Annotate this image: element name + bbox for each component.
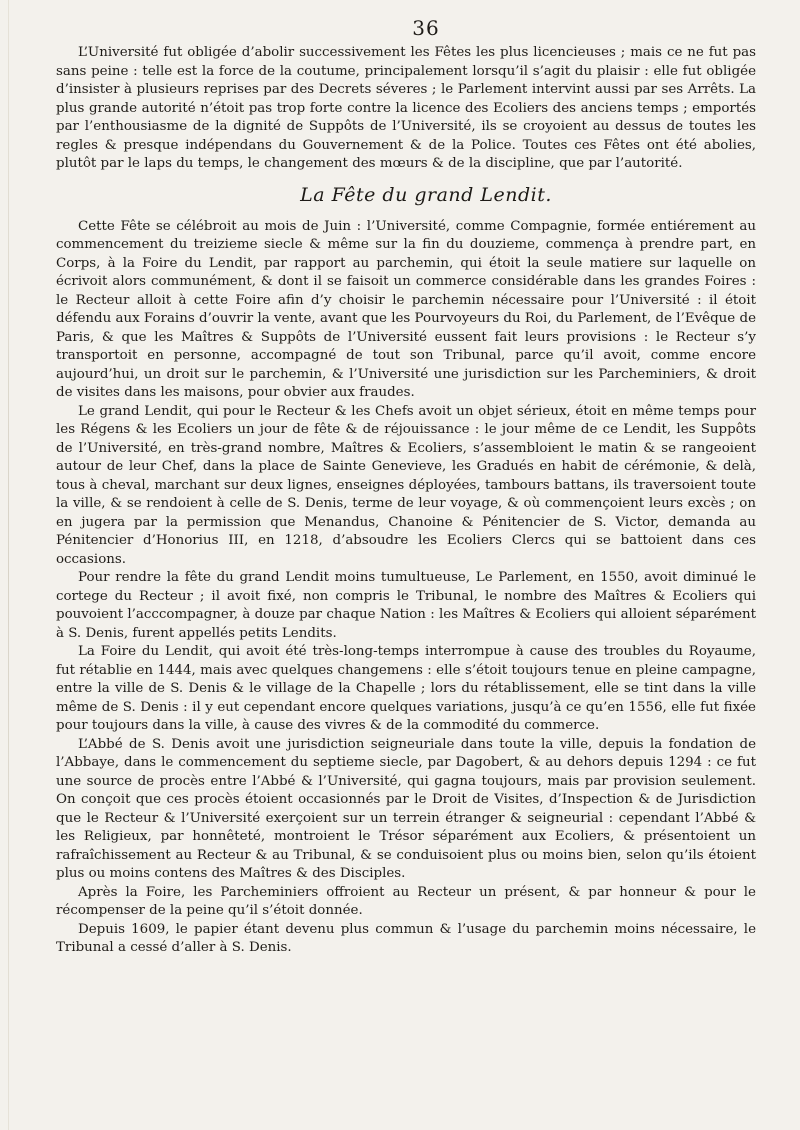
body-paragraph: Pour rendre la fête du grand Lendit moins tumultueuse, Le Parlement, en 1550, avoit diminué le cortege du Recteur ; il avoit fixé, non compris le Tribunal, le nombre des Maîtres & Ecoliers qui pouvoient l’acccompagner, à douze par chaque Nation : les Maîtres & Ecoliers qui alloient séparément à S. Denis, furent appellés petits Lendits. (56, 570, 756, 641)
body-paragraph: Depuis 1609, le papier étant devenu plus commun & l’usage du parchemin moins nécessaire, le Tribunal a cessé d’aller à S. Denis. (56, 921, 756, 955)
body-paragraph: Après la Foire, les Parcheminiers offroient au Recteur un présent, & par honneur & pour le récompenser de la peine qu’il s’étoit donnée. (56, 884, 756, 918)
page-number: 36 (412, 16, 440, 40)
body-paragraph: Le grand Lendit, qui pour le Recteur & les Chefs avoit un objet sérieux, étoit en même temps pour les Régens & les Ecoliers un jour de fête & de réjouissance : le jour même de ce Lendit, les Suppôts de l’Université, en très-grand nombre, Maîtres & Ecoliers, s’assembloient le matin & se rangeoient autour de leur Chef, dans la place de Sainte Genevieve, les Gradués en habit de cérémonie, & delà, tous à cheval, marchant sur deux lignes, enseignes déployées, tambours battans, ils traversoient toute la ville, & se rendoient à celle de S. Denis, terme de leur voyage, & où commençoient leurs excès ; on en jugera par la permission que Menandus, Chanoine & Pénitencier de S. Victor, demanda au Pénitencier d’Honorius III, en 1218, d’absoudre les Ecoliers Clercs qui se battoient dans ces occasions. (56, 403, 756, 567)
page-gutter (8, 0, 9, 1130)
body-paragraph: Cette Fête se célébroit au mois de Juin : l’Université, comme Compagnie, formée entiérement au commencement du treizieme siecle & même sur la fin du douzieme, commença à prendre part, en Corps, à la Foire du Lendit, par rapport au parchemin, qui étoit la seule matiere sur laquelle on écrivoit alors communément, & dont il se faisoit un commerce considérable dans les grandes Foires : le Recteur alloit à cette Foire afin d’y choisir le parchemin nécessaire pour l’Université : il étoit défendu aux Forains d’ouvrir la vente, avant que les Pourvoyeurs du Roi, du Parlement, de l’Evêque de Paris, & que les Maîtres & Suppôts de l’Université eussent fait leurs provisions : le Recteur s’y transportoit en personne, accompagné de tout son Tribunal, parce qu’il avoit, comme encore aujourd’hui, un droit sur le parchemin, & l’Université une jurisdiction sur les Parcheminiers, & droit de visites dans les maisons, pour obvier aux fraudes. (56, 218, 756, 400)
intro-paragraph: L’Université fut obligée d’abolir successivement les Fêtes les plus licencieuses ; mais ce ne fut pas sans peine : telle est la force de la coutume, principalement lorsqu’il s’agit du plaisir : elle fut obligée d’insister à plusieurs reprises par des Decrets séveres ; le Parlement intervint aussi par ses Arrêts. La plus grande autorité n’étoit pas trop forte contre la licence des Ecoliers des anciens temps ; emportés par l’enthousiasme de la dignité de Suppôts de l’Université, ils se croyoient au dessus de toutes les regles & presque indépendans du Gouvernement & de la Police. Toutes ces Fêtes ont été abolies, plutôt par le laps du temps, le changement des mœurs & de la discipline, que par l’autorité. (56, 45, 756, 171)
body-paragraph: L’Abbé de S. Denis avoit une jurisdiction seigneuriale dans toute la ville, depuis la fondation de l’Abbaye, dans le commencement du septieme siecle, par Dagobert, & au dehors depuis 1294 : ce fut une source de procès entre l’Abbé & l’Université, qui gagna toujours, mais par provision seulement. On conçoit que ces procès étoient occasionnés par le Droit de Visites, d’Inspection & de Jurisdiction que le Recteur & l’Université exerçoient sur un terrein étranger & seigneurial : cependant l’Abbé & les Religieux, par honnêteté, montroient le Trésor séparément aux Ecoliers, & présentoient un rafraîchissement au Recteur & au Tribunal, & se conduisoient plus ou moins bien, selon qu’ils étoient plus ou moins contens des Maîtres & des Disciples. (56, 736, 756, 881)
section-title: La Fête du grand Lendit. (300, 183, 552, 206)
body-paragraph: La Foire du Lendit, qui avoit été très-long-temps interrompue à cause des troubles du Royaume, fut rétablie en 1444, mais avec quelques changemens : elle s’étoit toujours tenue en pleine campagne, entre la ville de S. Denis & le village de la Chapelle ; lors du rétablissement, elle se tint dans la ville même de S. Denis : il y eut cependant encore quelques variations, jusqu’à ce qu’en 1556, elle fut fixée pour toujours dans la ville, à cause des vivres & de la commodité du commerce. (56, 644, 756, 733)
